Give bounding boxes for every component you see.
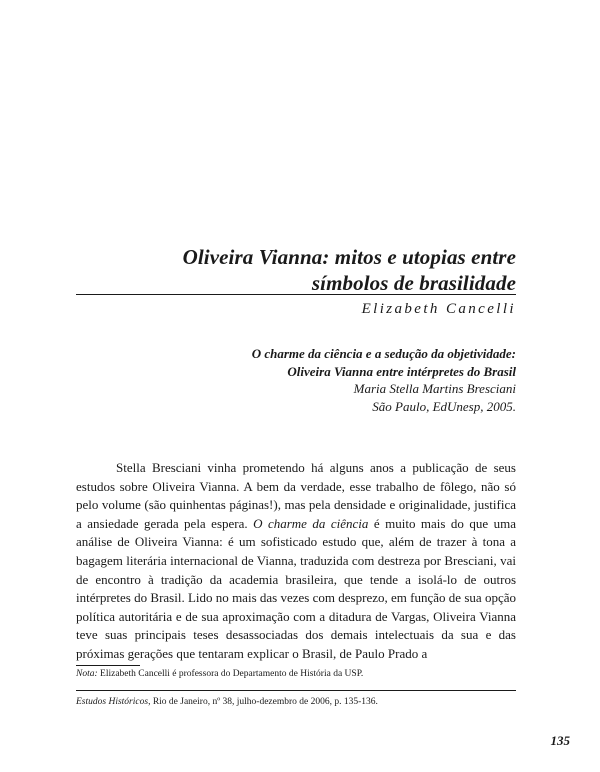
paragraph-italic-title: O charme da ciência [253,515,369,531]
reviewed-book-block [252,345,516,415]
footnote [76,669,363,679]
title-divider [76,294,516,295]
article-author: Elizabeth Cancelli [361,301,516,317]
footnote-label: Nota: [76,669,98,679]
body-text [76,459,516,664]
article-title-line-2: símbolos de brasilidade [311,271,516,295]
paragraph-part-1: Stella Bresciani vinha prometendo há alguns anos a publicação de seus estudos sobre Oliveira Vianna. A bem da verdade, esse trabalho de fôlego, não só pelo volume (são quinhentas páginas!), mas pela densidade e originalidade, justifica a ansiedade gerada pela espera. [76,460,516,531]
paragraph-part-2: é muito mais do que uma análise de Oliveira Vianna: é um sofisticado estudo que, além de trazer à tona a bagagem literária internacional de Vianna, traduzida com destreza por Bresciani, vai de encontro à tradição da academia brasileira, que tende a isolá-lo de outros intérpretes do Brasil. Lido no mais das vezes com desprezo, em função de sua opção política autoritária e de sua aproximação com a ditadura de Vargas, Oliveira Vianna teve suas principais teses desassociadas dos demais intelectuais da sua e das próximas gerações que tentaram explicar o Brasil, de Paulo Prado a [76,515,517,661]
citation-details: , Rio de Janeiro, nº 38, julho-dezembro de 2006, p. 135-136. [148,697,378,707]
page-number: 135 [550,733,570,748]
journal-citation [76,697,378,707]
body-paragraph [76,459,516,664]
footnote-text: Elizabeth Cancelli é professora do Departamento de História da USP. [97,669,364,679]
journal-name: Estudos Históricos [76,697,149,707]
book-author: Maria Stella Martins Bresciani [353,381,516,396]
citation-divider [76,690,516,691]
book-publication: São Paulo, EdUnesp, 2005. [372,398,516,414]
book-title-line-2: Oliveira Vianna entre intérpretes do Brasil [287,363,516,379]
footnote-divider [76,665,140,666]
article-title [183,244,516,296]
article-title-line-1: Oliveira Vianna: mitos e utopias entre [182,245,516,269]
book-title-line-1: O charme da ciência e a sedução da objetividade: [251,346,516,361]
